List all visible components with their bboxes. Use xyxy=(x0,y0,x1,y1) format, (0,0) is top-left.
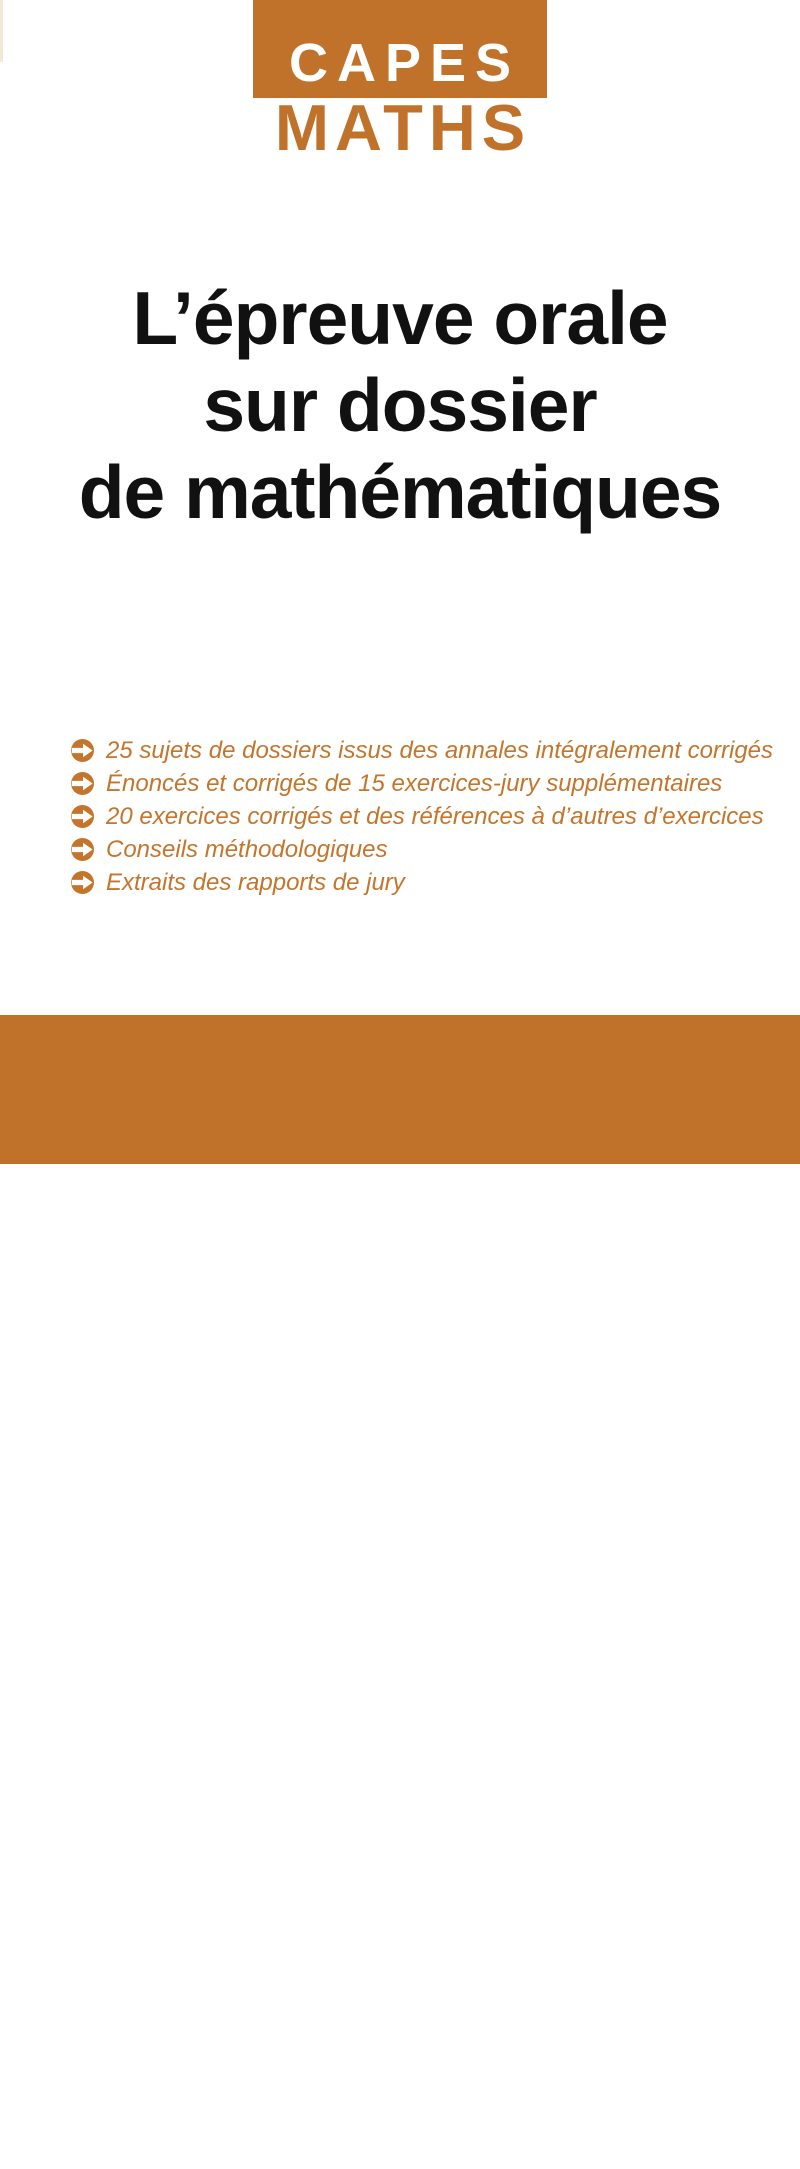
feature-list-item xyxy=(71,734,774,767)
brand-capes-label: CAPES xyxy=(288,33,521,93)
book-title-line-1: L’épreuve orale xyxy=(132,276,668,360)
feature-list-item xyxy=(71,866,751,899)
author-name: Laurent Bretonnière xyxy=(72,2067,298,2093)
feature-list-item xyxy=(71,833,751,866)
feature-text: 20 exercices corrigés et des références à d’autres d’exercices xyxy=(106,802,764,830)
publisher-logo-text: ellipses xyxy=(613,2081,733,2126)
circled-right-arrow-bullet-icon xyxy=(71,838,94,861)
brand-maths-label: MATHS xyxy=(274,91,532,164)
book-title-line-2: sur dossier xyxy=(203,363,597,447)
ellipses-publisher-logo xyxy=(586,2051,768,2169)
feature-text: Extraits des rapports de jury xyxy=(106,868,405,896)
feature-list xyxy=(71,734,774,899)
circled-right-arrow-bullet-icon xyxy=(71,871,94,894)
feature-text: 25 sujets de dossiers issus des annales intégralement corrigés xyxy=(106,736,774,764)
bottom-orange-band xyxy=(0,1015,800,2126)
top-left-edge-strip xyxy=(0,0,3,62)
circled-right-arrow-bullet-icon xyxy=(71,739,94,762)
circled-right-arrow-bullet-icon xyxy=(71,805,94,828)
book-title xyxy=(0,275,800,536)
feature-text: Conseils méthodologiques xyxy=(106,835,388,863)
feature-list-item xyxy=(71,800,764,833)
feature-text: Énoncés et corrigés de 15 exercices-jury supplémentaires xyxy=(106,769,723,797)
feature-list-item xyxy=(71,767,751,800)
circled-right-arrow-bullet-icon xyxy=(71,772,94,795)
book-title-line-3: de mathématiques xyxy=(78,450,722,534)
